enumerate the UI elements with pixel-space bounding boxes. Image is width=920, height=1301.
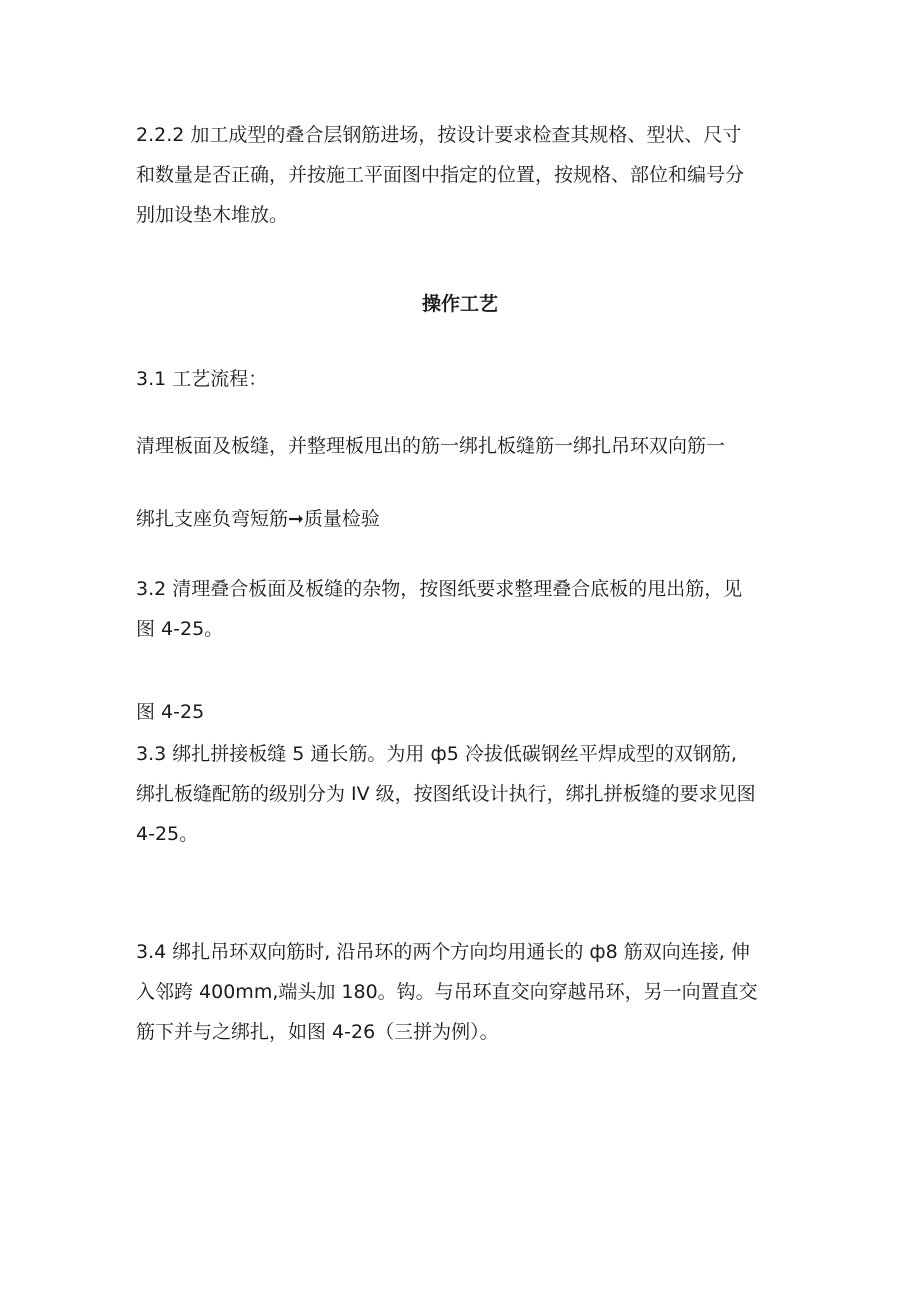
paragraph-line: 3.1 工艺流程： (136, 368, 268, 390)
paragraph-line: 清理板面及板缝，并整理板甩出的筋一绑扎板缝筋一绑扎吊环双向筋一 (136, 435, 726, 457)
section-heading: 操作工艺 (421, 293, 498, 315)
paragraph-line: 入邻跨 400mm,端头加 180。钩。与吊环直交向穿越吊环，另一向置直交 (136, 981, 758, 1003)
paragraph-line: 3.2 清理叠合板面及板缝的杂物，按图纸要求整理叠合底板的甩出筋，见 (136, 578, 743, 600)
paragraph-line: 3.3 绑扎拼接板缝 5 通长筋。为用 ф5 冷拔低碳钢丝平焊成型的双钢筋, (136, 743, 737, 765)
paragraph-line: 绑扎支座负弯短筋➞质量检验 (136, 508, 380, 530)
paragraph-3-1-title (136, 359, 788, 399)
paragraph-3-4 (136, 932, 788, 1052)
paragraph-line: 4-25。 (136, 823, 199, 845)
paragraph-line: 筋下并与之绑扎，如图 4-26（三拼为例）。 (136, 1021, 499, 1043)
paragraph-line: 图 4-25。 (136, 618, 224, 640)
paragraph-line: 3.4 绑扎吊环双向筋时, 沿吊环的两个方向均用通长的 ф8 筋双向连接, 伸 (136, 941, 750, 963)
paragraph-2-2-2 (136, 115, 788, 235)
paragraph-line: 和数量是否正确，并按施工平面图中指定的位置，按规格、部位和编号分 (136, 164, 745, 186)
figure-caption-4-25 (136, 692, 788, 732)
paragraph-line: 2.2.2 加工成型的叠合层钢筋进场，按设计要求检查其规格、型状、尺寸 (136, 124, 742, 146)
process-flow-line-2 (136, 499, 788, 539)
paragraph-3-2 (136, 569, 788, 649)
paragraph-line: 绑扎板缝配筋的级别分为 IV 级，按图纸设计执行，绑扎拼板缝的要求见图 (136, 783, 756, 805)
paragraph-line: 别加设垫木堆放。 (136, 204, 289, 226)
paragraph-3-3 (136, 734, 788, 854)
paragraph-line: 图 4-25 (136, 701, 205, 723)
process-flow-line-1 (136, 426, 788, 466)
